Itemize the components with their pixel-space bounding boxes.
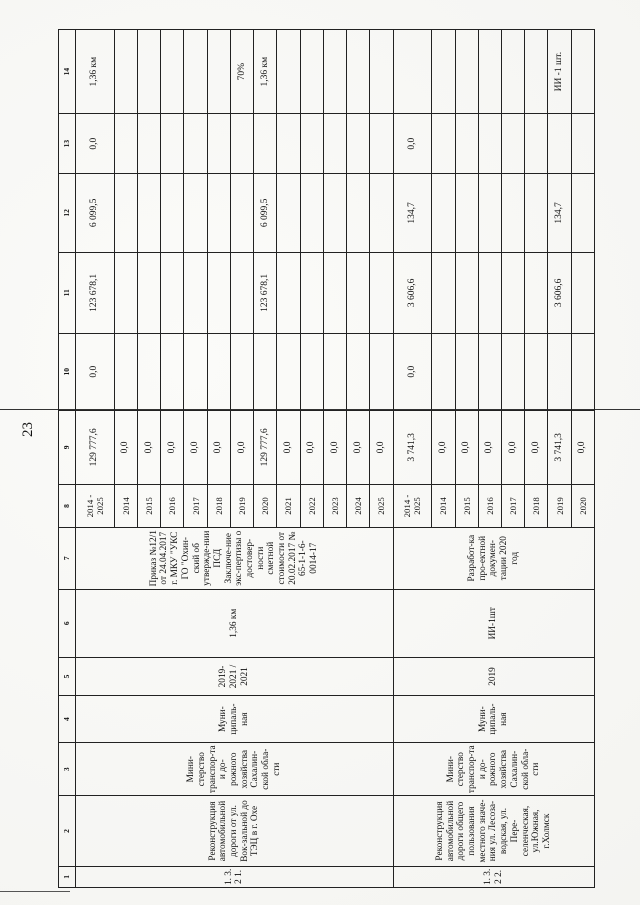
cell-c14 xyxy=(161,30,184,114)
year-cell: 2025 xyxy=(370,485,393,528)
cell-c12 xyxy=(184,173,207,252)
ministry: Мини-стерство транспор-та и до-рожного хозяйства Сахалин-ской обла-сти xyxy=(76,743,394,796)
cell-c12 xyxy=(478,173,501,252)
col-header: 14 xyxy=(59,30,76,114)
cell-c11 xyxy=(502,252,525,333)
cell-c12 xyxy=(571,173,594,252)
cell-c11 xyxy=(347,252,370,333)
cell-c12: 6 099,5 xyxy=(76,173,115,252)
col-header: 5 xyxy=(59,657,76,695)
ownership: Муни-ципаль-ная xyxy=(76,696,394,743)
cell-c10 xyxy=(455,333,478,410)
cell-c14: 1,36 км xyxy=(76,30,115,114)
row-index: 1. 3. 2 2. xyxy=(393,866,594,887)
year-cell: 2014 xyxy=(432,485,455,528)
cell-c10 xyxy=(548,333,571,410)
cell-c10 xyxy=(347,333,370,410)
cell-c11 xyxy=(571,252,594,333)
cell-c10 xyxy=(207,333,230,410)
row-index: 1. 3. 2 1. xyxy=(76,866,394,887)
year-cell: 2019 xyxy=(230,485,253,528)
cell-c9: 0,0 xyxy=(370,410,393,485)
cell-c9: 129 777,6 xyxy=(254,410,277,485)
cell-c12 xyxy=(502,173,525,252)
cell-c9: 3 741,3 xyxy=(393,410,432,485)
cell-c12 xyxy=(323,173,346,252)
cell-c14 xyxy=(300,30,323,114)
cell-c13 xyxy=(370,114,393,174)
cell-c12 xyxy=(230,173,253,252)
cell-c10: 0,0 xyxy=(393,333,432,410)
col-header: 7 xyxy=(59,527,76,589)
cell-c11 xyxy=(137,252,160,333)
year-cell: 2017 xyxy=(502,485,525,528)
cell-c10 xyxy=(184,333,207,410)
cell-c13 xyxy=(184,114,207,174)
cell-c14 xyxy=(277,30,300,114)
cell-c14: 1,36 км xyxy=(254,30,277,114)
cell-c10 xyxy=(502,333,525,410)
cell-c12 xyxy=(114,173,137,252)
cell-c13 xyxy=(300,114,323,174)
col-header: 12 xyxy=(59,173,76,252)
year-cell: 2018 xyxy=(207,485,230,528)
cell-c12 xyxy=(207,173,230,252)
cell-c13 xyxy=(548,114,571,174)
investment-table xyxy=(58,29,595,888)
page-number: 23 xyxy=(20,422,36,437)
cell-c10 xyxy=(137,333,160,410)
col-header: 8 xyxy=(59,485,76,528)
cell-c13 xyxy=(114,114,137,174)
cell-c9: 0,0 xyxy=(184,410,207,485)
cell-c13 xyxy=(347,114,370,174)
cell-c10 xyxy=(114,333,137,410)
cell-c11 xyxy=(300,252,323,333)
year-cell: 2021 xyxy=(277,485,300,528)
cell-c12 xyxy=(455,173,478,252)
cell-c13 xyxy=(525,114,548,174)
cell-c11: 3 606,6 xyxy=(548,252,571,333)
col-header: 13 xyxy=(59,114,76,174)
cell-c14 xyxy=(114,30,137,114)
cell-c13 xyxy=(207,114,230,174)
cell-c10 xyxy=(478,333,501,410)
cell-c13 xyxy=(432,114,455,174)
cell-c12: 134,7 xyxy=(548,173,571,252)
cell-c14 xyxy=(184,30,207,114)
cell-c12 xyxy=(277,173,300,252)
cell-c11 xyxy=(114,252,137,333)
cell-c11: 123 678,1 xyxy=(254,252,277,333)
cell-c13: 0,0 xyxy=(76,114,115,174)
cell-c13 xyxy=(230,114,253,174)
cell-c10 xyxy=(230,333,253,410)
cell-c9: 0,0 xyxy=(230,410,253,485)
period: 2014 - 2025 xyxy=(76,485,115,528)
year-cell: 2020 xyxy=(571,485,594,528)
capacity: 1,36 км xyxy=(76,589,394,657)
cell-c11 xyxy=(432,252,455,333)
document-details: Разработ-ка про-ектной докумен-тации 2020 год xyxy=(393,527,594,589)
fold-line-bottom xyxy=(0,891,70,892)
cell-c9: 0,0 xyxy=(161,410,184,485)
cell-c13 xyxy=(323,114,346,174)
cell-c13: 0,0 xyxy=(393,114,432,174)
header-row xyxy=(59,30,76,888)
cell-c12 xyxy=(370,173,393,252)
cell-c13 xyxy=(502,114,525,174)
cell-c10 xyxy=(277,333,300,410)
cell-c13 xyxy=(137,114,160,174)
cell-c9: 0,0 xyxy=(347,410,370,485)
cell-c12: 134,7 xyxy=(393,173,432,252)
cell-c9: 0,0 xyxy=(455,410,478,485)
cell-c9: 0,0 xyxy=(432,410,455,485)
year-cell: 2016 xyxy=(161,485,184,528)
col-header: 11 xyxy=(59,252,76,333)
cell-c14 xyxy=(207,30,230,114)
cell-c9: 0,0 xyxy=(207,410,230,485)
cell-c11 xyxy=(525,252,548,333)
year-cell: 2023 xyxy=(323,485,346,528)
year-cell: 2022 xyxy=(300,485,323,528)
cell-c10 xyxy=(300,333,323,410)
cell-c13 xyxy=(478,114,501,174)
cell-c14 xyxy=(525,30,548,114)
cell-c11 xyxy=(184,252,207,333)
cell-c14 xyxy=(137,30,160,114)
document-details: Приказ №12/1 от 24.04.2017 г. МКУ "УКС ГО "Охин-ский об утвержде-нии ПСД Заключе-ние экс-пертизы о достовер-ности сметной стоимости от 20.02.2017 № 65-1-1-6-0014-17 xyxy=(76,527,394,589)
cell-c14 xyxy=(455,30,478,114)
table-row xyxy=(76,30,115,888)
year-cell: 2024 xyxy=(347,485,370,528)
col-header: 2 xyxy=(59,796,76,866)
cell-c9: 0,0 xyxy=(571,410,594,485)
col-header: 4 xyxy=(59,696,76,743)
cell-c9: 0,0 xyxy=(300,410,323,485)
construction-years: 2019 xyxy=(393,657,594,695)
year-cell: 2016 xyxy=(478,485,501,528)
cell-c11 xyxy=(277,252,300,333)
cell-c14 xyxy=(370,30,393,114)
cell-c12 xyxy=(525,173,548,252)
cell-c11 xyxy=(455,252,478,333)
cell-c9: 0,0 xyxy=(137,410,160,485)
cell-c12 xyxy=(432,173,455,252)
cell-c13 xyxy=(254,114,277,174)
ministry: Мини-стерство транспор-та и до-рожного хозяйства Сахалин-ской обла-сти xyxy=(393,743,594,796)
year-cell: 2015 xyxy=(455,485,478,528)
cell-c13 xyxy=(277,114,300,174)
cell-c14 xyxy=(347,30,370,114)
rotated-table-wrapper xyxy=(58,29,595,888)
cell-c14 xyxy=(571,30,594,114)
col-header: 3 xyxy=(59,743,76,796)
cell-c14 xyxy=(432,30,455,114)
col-header: 1 xyxy=(59,866,76,887)
col-header: 6 xyxy=(59,589,76,657)
cell-c10: 0,0 xyxy=(76,333,115,410)
capacity: ИИ-1шт xyxy=(393,589,594,657)
cell-c11 xyxy=(478,252,501,333)
cell-c9: 0,0 xyxy=(323,410,346,485)
object-name: Реконструкция автомобильной дороги общего пользования местного значе-ния ул. Лесоза-водская, ул. Пере-селенческая, ул.Южная, г.Холмск xyxy=(393,796,594,866)
cell-c13 xyxy=(571,114,594,174)
year-cell: 2017 xyxy=(184,485,207,528)
year-cell: 2014 xyxy=(114,485,137,528)
cell-c11 xyxy=(370,252,393,333)
cell-c11 xyxy=(207,252,230,333)
table-row xyxy=(393,30,432,888)
object-name: Реконструкция автомобильной дороги от ул. Вок-зальной до ТЭЦ в г. Охе xyxy=(76,796,394,866)
cell-c10 xyxy=(254,333,277,410)
cell-c9: 129 777,6 xyxy=(76,410,115,485)
ownership: Муни-ципаль-ная xyxy=(393,696,594,743)
year-cell: 2015 xyxy=(137,485,160,528)
cell-c10 xyxy=(525,333,548,410)
col-header: 9 xyxy=(59,410,76,485)
year-cell: 2018 xyxy=(525,485,548,528)
cell-c14 xyxy=(478,30,501,114)
cell-c14 xyxy=(393,30,432,114)
period: 2014 - 2025 xyxy=(393,485,432,528)
year-cell: 2019 xyxy=(548,485,571,528)
cell-c11: 3 606,6 xyxy=(393,252,432,333)
cell-c11 xyxy=(323,252,346,333)
year-cell: 2020 xyxy=(254,485,277,528)
cell-c12: 6 099,5 xyxy=(254,173,277,252)
cell-c11 xyxy=(230,252,253,333)
cell-c9: 0,0 xyxy=(525,410,548,485)
col-header: 10 xyxy=(59,333,76,410)
construction-years: 2019-2021 / 2021 xyxy=(76,657,394,695)
cell-c13 xyxy=(161,114,184,174)
cell-c14 xyxy=(502,30,525,114)
cell-c14 xyxy=(323,30,346,114)
cell-c10 xyxy=(161,333,184,410)
cell-c12 xyxy=(347,173,370,252)
cell-c13 xyxy=(455,114,478,174)
cell-c14: 70% xyxy=(230,30,253,114)
cell-c12 xyxy=(161,173,184,252)
cell-c10 xyxy=(370,333,393,410)
cell-c10 xyxy=(571,333,594,410)
cell-c12 xyxy=(137,173,160,252)
cell-c12 xyxy=(300,173,323,252)
cell-c11: 123 678,1 xyxy=(76,252,115,333)
cell-c9: 0,0 xyxy=(502,410,525,485)
cell-c14: ИИ -1 шт. xyxy=(548,30,571,114)
cell-c11 xyxy=(161,252,184,333)
cell-c9: 0,0 xyxy=(277,410,300,485)
cell-c9: 3 741,3 xyxy=(548,410,571,485)
cell-c10 xyxy=(432,333,455,410)
cell-c10 xyxy=(323,333,346,410)
cell-c9: 0,0 xyxy=(478,410,501,485)
cell-c9: 0,0 xyxy=(114,410,137,485)
